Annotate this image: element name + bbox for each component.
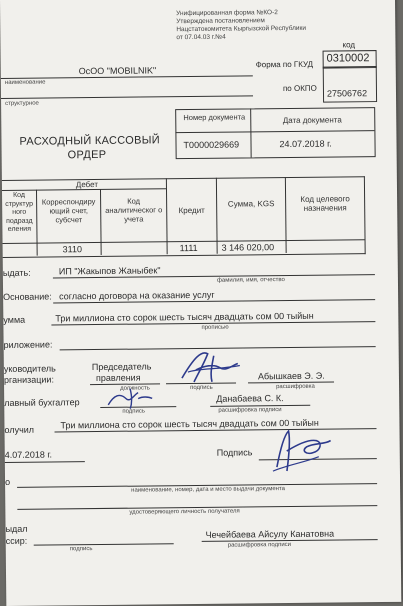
unit-caption: структурное bbox=[5, 100, 39, 107]
issue-caption: фамилия, имя, отчество bbox=[216, 277, 285, 284]
cashier-name: Чечейбаева Айсулу Канатовна bbox=[205, 528, 335, 540]
id-caption: удостоверяющего личность получателя bbox=[129, 508, 240, 516]
by-label: о bbox=[4, 476, 11, 487]
accountant-signature bbox=[104, 384, 154, 411]
recipient-signature bbox=[266, 426, 337, 477]
col-purpose-header: Код целевого назначения bbox=[300, 194, 350, 213]
received-value: Три миллиона сто сорок шесть тысяч двадцать сом 00 тыйын bbox=[60, 417, 319, 431]
form-line-1: Унифицированная форма №КО-2 bbox=[176, 9, 278, 18]
head-signature bbox=[174, 347, 244, 388]
row-credit: 1111 bbox=[179, 242, 198, 254]
sign-label: Подпись bbox=[216, 447, 253, 458]
code-label: код bbox=[342, 40, 356, 50]
head-position-2: правления bbox=[95, 372, 141, 384]
okpo-label: по ОКПО bbox=[282, 83, 317, 94]
org-name: ОсОО "MOBILNIK" bbox=[78, 65, 157, 77]
form-line-2: Утверждена постановлением bbox=[176, 17, 265, 26]
col-unit-header: Код структур ного подразд еления bbox=[5, 191, 34, 233]
issued-label-1: ыдал bbox=[5, 523, 28, 534]
form-line-3: Нацстатокомитета Кыргызской Республики bbox=[176, 24, 307, 34]
attachment-label: риложение: bbox=[3, 339, 53, 350]
title-line-1: РАСХОДНЫЙ КАССОВЫЙ bbox=[19, 134, 161, 148]
amount-value: Три миллиона сто сорок шесть тысяч двадцать сом 00 тыйын bbox=[55, 310, 314, 324]
accountant-sign-caption: подпись bbox=[122, 408, 146, 415]
doc-date-value: 24.07.2018 г. bbox=[279, 138, 332, 150]
col-sum-header: Сумма, KGS bbox=[227, 199, 275, 209]
doc-caption: наименование, номер, дата и место выдачи документа bbox=[131, 486, 286, 494]
cashier-name-caption: расшифровка подписи bbox=[227, 541, 292, 549]
okpo-value: 27506762 bbox=[326, 88, 368, 99]
accountant-name: Данабаева С. К. bbox=[216, 393, 284, 404]
form-line-4: от 07.04.03 г.№4 bbox=[176, 33, 226, 42]
head-position-1: Председатель bbox=[91, 361, 152, 373]
gkud-label: Форма по ГКУД bbox=[255, 59, 314, 70]
col-analytic-header: Код аналитическог о учета bbox=[105, 196, 163, 224]
accountant-name-caption: расшифровка подписи bbox=[218, 407, 282, 414]
row-corr: 3110 bbox=[62, 244, 83, 255]
row-sum: 3 146 020,00 bbox=[221, 242, 275, 253]
basis-value: согласно договора на оказание услуг bbox=[59, 289, 215, 302]
head-name: Абышкаев Э. Э. bbox=[257, 370, 325, 382]
head-label-1: уководитель bbox=[3, 363, 56, 374]
amount-label: умма bbox=[3, 314, 26, 325]
received-date: 4.07.2018 г. bbox=[4, 449, 53, 460]
issued-label-2: ссир: bbox=[5, 535, 28, 546]
amount-caption: прописью bbox=[201, 324, 229, 331]
title-line-2: ОРДЕР bbox=[67, 148, 107, 162]
received-label: олучил bbox=[4, 424, 35, 435]
org-name-caption: наименование bbox=[4, 79, 46, 86]
gkud-value: 0310002 bbox=[326, 52, 370, 65]
head-name-caption: расшифровка bbox=[276, 383, 315, 391]
head-sign-caption: подпись bbox=[190, 384, 213, 392]
accountant-label: лавный бухгалтер bbox=[4, 397, 80, 408]
issued-sign-caption: подпись bbox=[69, 546, 93, 553]
debet-header: Дебет bbox=[75, 179, 99, 190]
issue-label: ыдать: bbox=[2, 267, 31, 278]
basis-label: Основание: bbox=[3, 291, 52, 302]
doc-number-header: Номер документа bbox=[183, 112, 246, 123]
col-corr-header: Корреспондиру ющий счет, субсчет bbox=[41, 197, 96, 225]
doc-date-header: Дата документа bbox=[282, 115, 342, 126]
issue-value: ИП "Жакыпов Жаныбек" bbox=[58, 265, 161, 277]
head-label-2: рганизации: bbox=[3, 374, 54, 385]
doc-number-value: Т0000029669 bbox=[183, 139, 240, 151]
col-credit-header: Кредит bbox=[178, 205, 205, 216]
head-position-caption: должность bbox=[120, 385, 150, 392]
